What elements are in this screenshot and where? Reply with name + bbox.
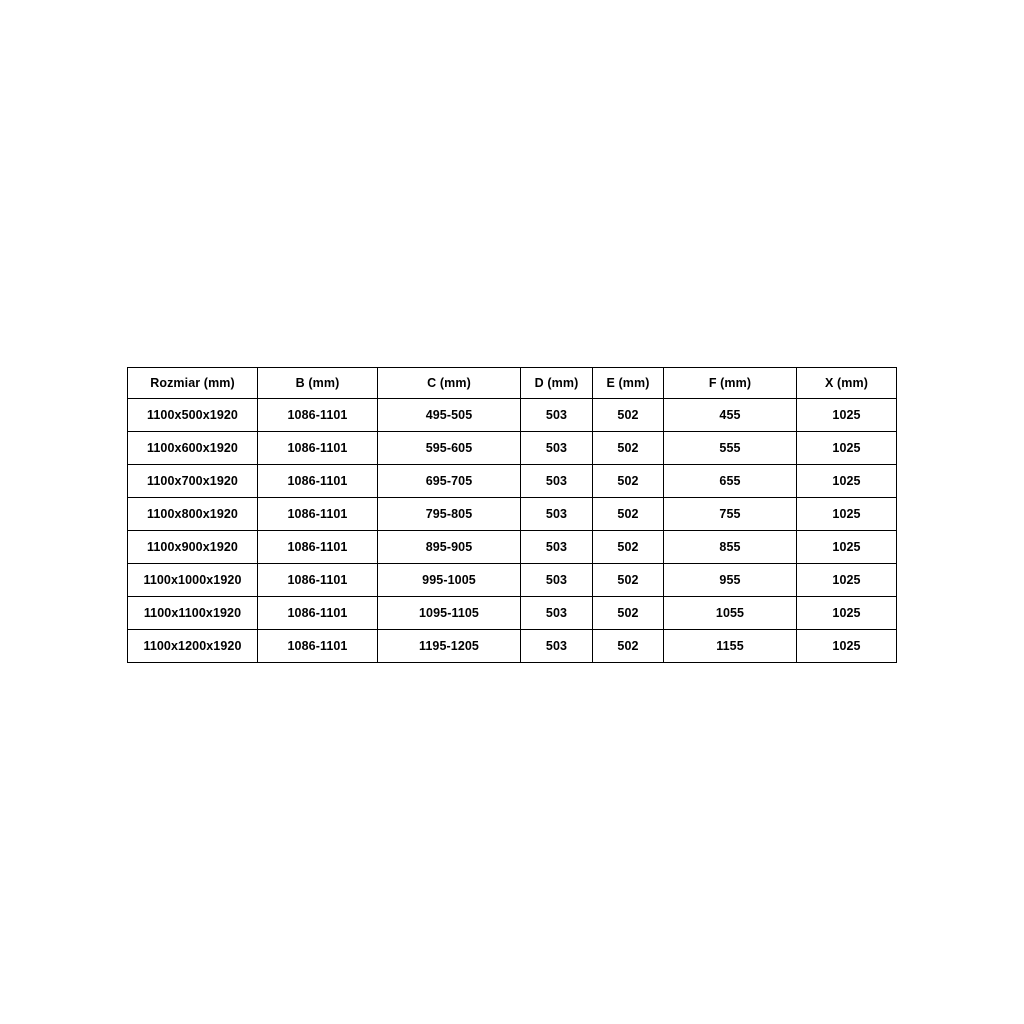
cell-size: 1100x900x1920 bbox=[128, 531, 258, 564]
cell-c: 795-805 bbox=[378, 498, 521, 531]
cell-d: 503 bbox=[521, 630, 593, 663]
cell-f: 555 bbox=[664, 432, 797, 465]
column-header-size: Rozmiar (mm) bbox=[128, 368, 258, 399]
cell-d: 503 bbox=[521, 564, 593, 597]
cell-e: 502 bbox=[593, 531, 664, 564]
cell-x: 1025 bbox=[797, 465, 897, 498]
table-row bbox=[128, 465, 897, 498]
cell-x: 1025 bbox=[797, 498, 897, 531]
cell-f: 1055 bbox=[664, 597, 797, 630]
cell-c: 495-505 bbox=[378, 399, 521, 432]
table-row bbox=[128, 498, 897, 531]
cell-c: 1195-1205 bbox=[378, 630, 521, 663]
cell-c: 995-1005 bbox=[378, 564, 521, 597]
cell-e: 502 bbox=[593, 432, 664, 465]
cell-c: 1095-1105 bbox=[378, 597, 521, 630]
table-row bbox=[128, 399, 897, 432]
dimensions-table-container bbox=[127, 367, 896, 663]
cell-e: 502 bbox=[593, 597, 664, 630]
table-row bbox=[128, 564, 897, 597]
table-row bbox=[128, 531, 897, 564]
table-header bbox=[128, 368, 897, 399]
column-header-c: C (mm) bbox=[378, 368, 521, 399]
column-header-x: X (mm) bbox=[797, 368, 897, 399]
cell-b: 1086-1101 bbox=[258, 432, 378, 465]
cell-e: 502 bbox=[593, 564, 664, 597]
cell-d: 503 bbox=[521, 498, 593, 531]
column-header-f: F (mm) bbox=[664, 368, 797, 399]
cell-size: 1100x700x1920 bbox=[128, 465, 258, 498]
cell-d: 503 bbox=[521, 465, 593, 498]
cell-e: 502 bbox=[593, 498, 664, 531]
cell-f: 1155 bbox=[664, 630, 797, 663]
table-header-row bbox=[128, 368, 897, 399]
cell-d: 503 bbox=[521, 531, 593, 564]
cell-size: 1100x600x1920 bbox=[128, 432, 258, 465]
cell-size: 1100x800x1920 bbox=[128, 498, 258, 531]
cell-f: 955 bbox=[664, 564, 797, 597]
cell-b: 1086-1101 bbox=[258, 498, 378, 531]
cell-c: 895-905 bbox=[378, 531, 521, 564]
table-row bbox=[128, 597, 897, 630]
cell-size: 1100x1200x1920 bbox=[128, 630, 258, 663]
table-row bbox=[128, 630, 897, 663]
cell-e: 502 bbox=[593, 630, 664, 663]
cell-x: 1025 bbox=[797, 531, 897, 564]
cell-c: 695-705 bbox=[378, 465, 521, 498]
column-header-b: B (mm) bbox=[258, 368, 378, 399]
table-row bbox=[128, 432, 897, 465]
cell-b: 1086-1101 bbox=[258, 465, 378, 498]
cell-b: 1086-1101 bbox=[258, 399, 378, 432]
cell-x: 1025 bbox=[797, 432, 897, 465]
cell-f: 855 bbox=[664, 531, 797, 564]
cell-size: 1100x1000x1920 bbox=[128, 564, 258, 597]
cell-b: 1086-1101 bbox=[258, 564, 378, 597]
cell-b: 1086-1101 bbox=[258, 531, 378, 564]
cell-x: 1025 bbox=[797, 597, 897, 630]
cell-f: 755 bbox=[664, 498, 797, 531]
cell-size: 1100x1100x1920 bbox=[128, 597, 258, 630]
column-header-d: D (mm) bbox=[521, 368, 593, 399]
cell-e: 502 bbox=[593, 465, 664, 498]
cell-d: 503 bbox=[521, 399, 593, 432]
cell-e: 502 bbox=[593, 399, 664, 432]
cell-b: 1086-1101 bbox=[258, 597, 378, 630]
cell-d: 503 bbox=[521, 597, 593, 630]
cell-size: 1100x500x1920 bbox=[128, 399, 258, 432]
dimensions-table bbox=[127, 367, 897, 663]
cell-f: 455 bbox=[664, 399, 797, 432]
cell-b: 1086-1101 bbox=[258, 630, 378, 663]
cell-x: 1025 bbox=[797, 630, 897, 663]
table-body bbox=[128, 399, 897, 663]
cell-c: 595-605 bbox=[378, 432, 521, 465]
cell-x: 1025 bbox=[797, 564, 897, 597]
cell-f: 655 bbox=[664, 465, 797, 498]
cell-x: 1025 bbox=[797, 399, 897, 432]
cell-d: 503 bbox=[521, 432, 593, 465]
column-header-e: E (mm) bbox=[593, 368, 664, 399]
